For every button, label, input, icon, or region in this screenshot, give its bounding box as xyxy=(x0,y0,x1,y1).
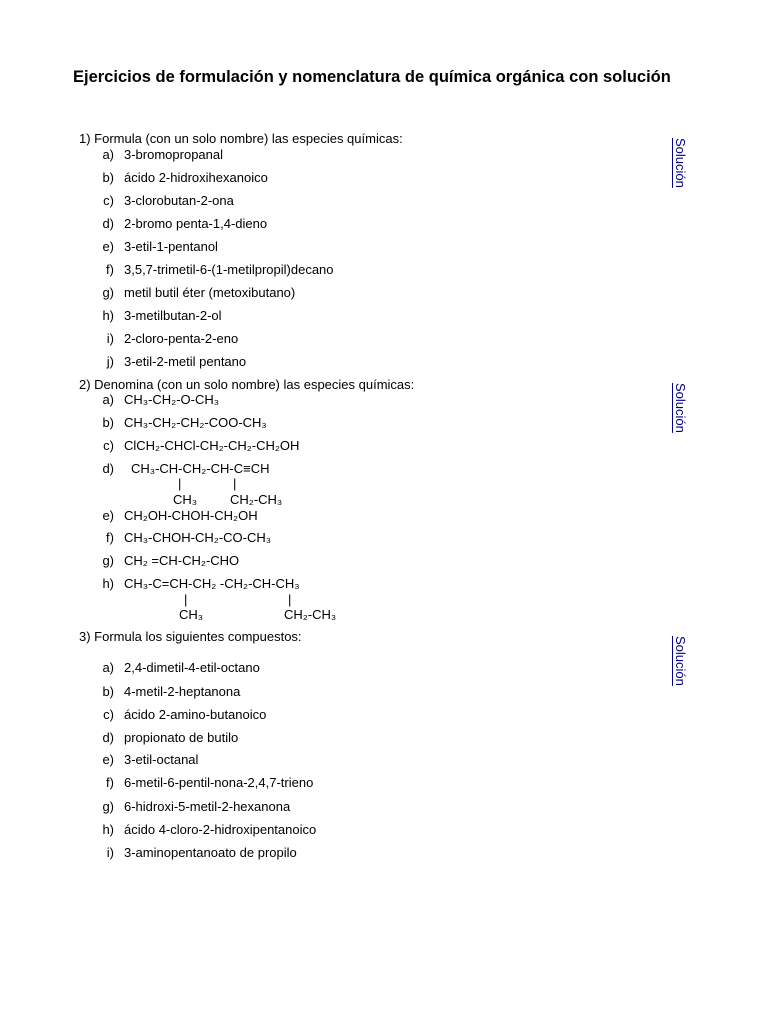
page-title: Ejercicios de formulación y nomenclatura de química orgánica con solución xyxy=(73,68,671,86)
q2-d-bond-left: | xyxy=(178,476,182,491)
q2-d-branch-left: CH₃ xyxy=(173,492,198,507)
question-1-prompt: 1) Formula (con un solo nombre) las especies químicas: xyxy=(79,131,403,146)
question-2-prompt: 2) Denomina (con un solo nombre) las especies químicas: xyxy=(79,377,415,392)
q2-h-branch-right: CH₂-CH₃ xyxy=(284,607,337,622)
q2-d-branch-right: CH₂-CH₃ xyxy=(230,492,283,507)
q2-d-bond-right: | xyxy=(233,476,237,491)
q2-h-bond-left: | xyxy=(184,592,188,607)
solution-link-2[interactable]: Solución xyxy=(673,383,688,433)
q2-h-branch-left: CH₃ xyxy=(179,607,204,622)
solution-link-1[interactable]: Solución xyxy=(673,138,688,188)
question-3-prompt: 3) Formula los siguientes compuestos: xyxy=(79,629,302,644)
q2-h-bond-right: | xyxy=(288,592,292,607)
solution-link-3[interactable]: Solución xyxy=(673,636,688,686)
